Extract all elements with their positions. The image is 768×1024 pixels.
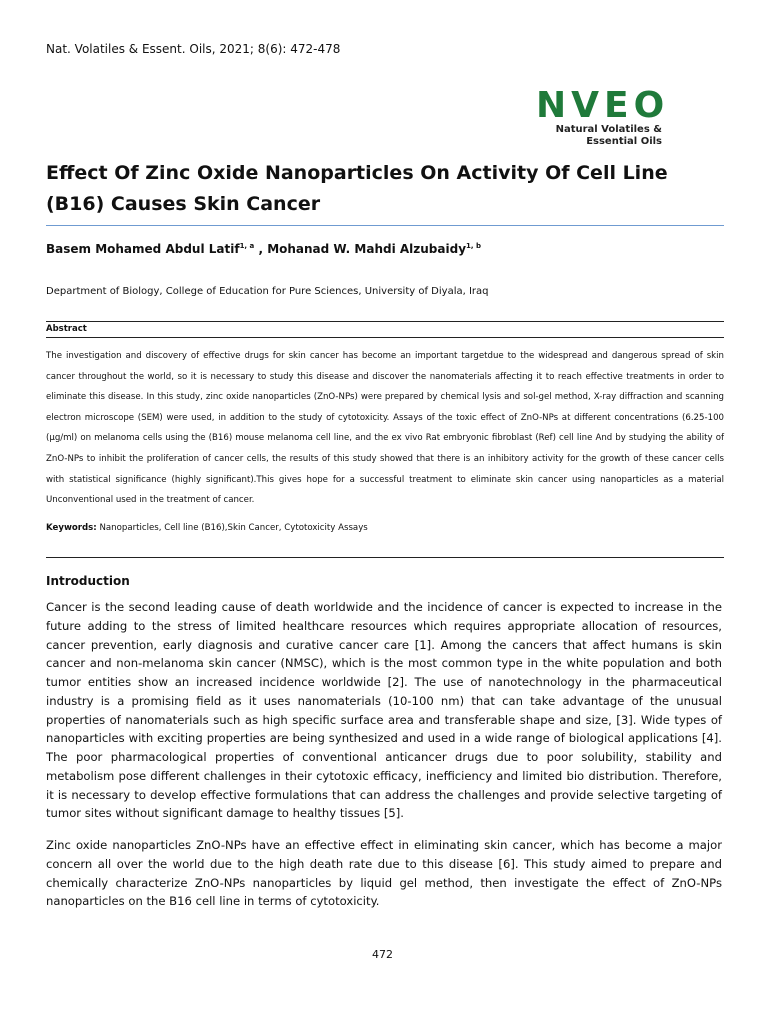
logo-subtitle-line1: Natural Volatiles & — [555, 124, 662, 135]
author-affiliation-mark: 1, a — [239, 242, 255, 250]
abstract-heading-rule — [46, 337, 724, 338]
abstract-top-rule — [46, 321, 724, 322]
author-separator: , — [254, 242, 268, 256]
keywords-line — [46, 523, 368, 533]
logo-subtitle-line2: Essential Oils — [586, 136, 662, 147]
keywords-label: Keywords: — [46, 523, 97, 533]
introduction-paragraph: Cancer is the second leading cause of death worldwide and the incidence of cancer is expected to increase in the future adding to the stress of limited healthcare resources which requires appropriate allocation of resources, cancer prevention, early diagnosis and curative cancer care [1]. Among the cancers that affect humans is skin cancer and non-melanoma skin cancer (NMSC), which is the most common type in the white population and both tumor entities show an increased incidence worldwide [2]. The use of nanotechnology in the pharmaceutical industry is a promising field as it uses nanomaterials (10-100 nm) that can take advantage of the unusual properties of nanomaterials such as high specific surface area and transferable shape and size, [3]. Wide types of nanoparticles with exciting properties are being synthesized and used in a wide range of biological applications [4]. The poor pharmacological properties of conventional anticancer drugs due to poor solubility, stability and metabolism pose different challenges in their cytotoxic efficacy, inefficiency and limited bio distribution. Therefore, it is necessary to develop effective formulations that can address the challenges and provide selective targeting of tumor sites without significant damage to healthy tissues [5]. — [46, 600, 722, 821]
author-name: Mohanad W. Mahdi Alzubaidy — [267, 242, 467, 256]
abstract-body: The investigation and discovery of effective drugs for skin cancer has become an important targetdue to the widespread and dangerous spread of skin cancer throughout the world, so it is necessary to study this disease and discover the nanomaterials affecting it to reach effective treatments in order to eliminate this disease. In this study, zinc oxide nanoparticles (ZnO-NPs) were prepared by chemical lysis and sol-gel method, X-ray diffraction and scanning electron microscope (SEM) were used, in addition to the study of cytotoxicity. Assays of the toxic effect of ZnO-NPs at different concentrations (6.25-100 (µg/ml) on melanoma cells using the (B16) mouse melanoma cell line, and the ex vivo Rat embryonic fibroblast (Ref) cell line And by studying the ability of ZnO-NPs to inhibit the proliferation of cancer cells, the results of this study showed that there is an inhibitory activity for the growth of these cancer cells with statistical significance (highly significant).This gives hope for a successful treatment to eliminate skin cancer using nanoparticles as a material Unconventional used in the treatment of cancer. — [46, 351, 724, 506]
page-number: 472 — [372, 948, 393, 961]
author-affiliation: Department of Biology, College of Education for Pure Sciences, University of Diyala, Iraq — [46, 286, 489, 297]
title-divider — [46, 225, 724, 226]
journal-reference: Nat. Volatiles & Essent. Oils, 2021; 8(6): 472-478 — [46, 42, 341, 56]
keywords-value: Nanoparticles, Cell line (B16),Skin Cancer, Cytotoxicity Assays — [99, 523, 368, 533]
author-affiliation-mark: 1, b — [466, 242, 482, 250]
introduction-heading: Introduction — [46, 574, 130, 588]
article-title: Effect Of Zinc Oxide Nanoparticles On Activity Of Cell Line (B16) Causes Skin Cancer — [46, 162, 668, 215]
abstract-heading: Abstract — [46, 324, 87, 334]
journal-logo — [528, 85, 670, 148]
author-name: Basem Mohamed Abdul Latif — [46, 242, 240, 256]
abstract-bottom-rule — [46, 557, 724, 558]
logo-wordmark: NVEO — [536, 85, 670, 126]
introduction-paragraph: Zinc oxide nanoparticles ZnO-NPs have an effective effect in eliminating skin cancer, which has become a major concern all over the world due to the high death rate due to this disease [6]. This study aimed to prepare and chemically characterize ZnO-NPs nanoparticles by liquid gel method, then investigate the effect of ZnO-NPs nanoparticles on the B16 cell line in terms of cytotoxicity. — [46, 838, 722, 909]
author-list — [46, 242, 481, 256]
